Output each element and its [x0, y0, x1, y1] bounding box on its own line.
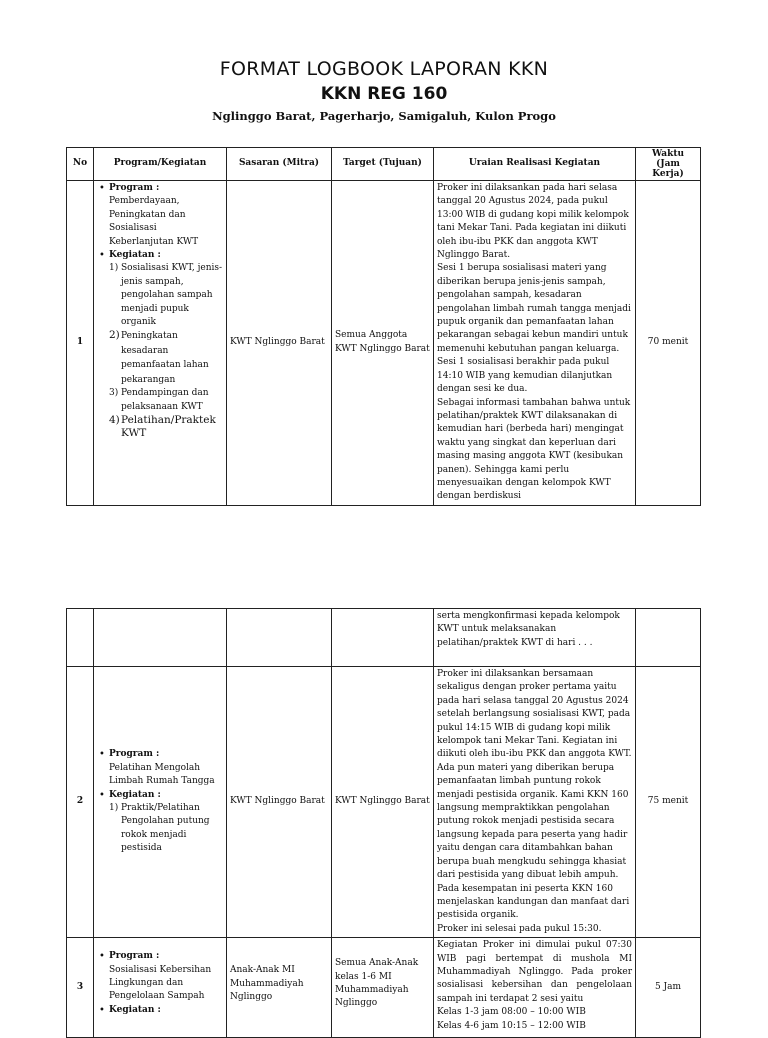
jam-kerja-label: (Jam Kerja)	[652, 159, 684, 179]
sasaran-cell: Anak-Anak MI Muhammadiyah Nglinggo	[227, 938, 332, 1038]
program-cell	[94, 667, 227, 938]
program-cell	[94, 181, 227, 506]
column-header-target: Target (Tujuan)	[332, 148, 434, 181]
program-text: Pemberdayaan, Peningkatan dan Sosialisasi Keberlanjutan KWT	[109, 196, 199, 247]
program-label: Program :	[109, 749, 160, 760]
activity-item: 4) Pelatihan/Praktek KWT	[109, 413, 216, 440]
sasaran-cell: KWT Nglinggo Barat	[227, 181, 332, 506]
column-header-program: Program/Kegiatan	[94, 148, 227, 181]
kegiatan-bullet	[97, 249, 223, 262]
uraian-cell	[434, 181, 636, 506]
column-header-sasaran: Sasaran (Mitra)	[227, 148, 332, 181]
column-header-waktu	[636, 148, 701, 181]
table-header-row	[67, 148, 701, 181]
document-subtitle: KKN REG 160	[320, 84, 448, 104]
uraian-paragraph: Kelas 4-6 jam 10:15 – 12:00 WIB	[437, 1020, 586, 1031]
program-text: Sosialisasi Kebersihan Lingkungan dan Pengelolaan Sampah	[109, 964, 212, 1002]
sasaran-cell: KWT Nglinggo Barat	[227, 667, 332, 938]
program-cell	[94, 938, 227, 1038]
target-cell: KWT Nglinggo Barat	[332, 667, 434, 938]
document-location: Nglinggo Barat, Pagerharjo, Samigaluh, Kulon Progo	[212, 109, 556, 123]
program-label: Program :	[109, 183, 160, 193]
activity-item: 3) Pendampingan dan pelaksanaan KWT	[109, 388, 209, 412]
logbook-table-page1	[66, 147, 701, 506]
program-label: Program :	[109, 951, 160, 962]
target-cell: Semua Anggota KWT Nglinggo Barat	[332, 181, 434, 506]
waktu-cell: 70 menit	[636, 181, 701, 506]
uraian-paragraph: Proker ini selesai pada pukul 15:30.	[437, 923, 602, 934]
uraian-paragraph: Proker ini dilaksankan bersamaan sekaligus dengan proker pertama yaitu pada hari selasa tanggal 20 Agustus 2024 setelah berlangsung sosialisasi KWT, pada pukul 14:15 WIB di gudang kopi milik kelompok tani Mekar Tani. Kegiatan ini diikuti oleh ibu-ibu PKK dan anggota KWT.	[437, 669, 632, 760]
program-bullet	[97, 182, 223, 195]
uraian-paragraph: Sesi 1 berupa sosialisasi materi yang diberikan berupa jenis-jenis sampah, pengolahan sampah, kesadaran pengolahan limbah rumah tangga menjadi pupuk organik dan pemanfaatan lahan pekarangan sebagai kebun mandiri untuk memenuhi kebutuhan pangan keluarga. Sesi 1 sosialisasi berakhir pada pukul 14:10 WIB yang kemudian dilanjutkan dengan sesi ke dua.	[437, 263, 631, 395]
logbook-table-page2	[66, 608, 701, 1038]
uraian-cell: serta mengkonfirmasi kepada kelompok KWT untuk melaksanakan pelatihan/praktek KWT di hari . . .	[434, 609, 636, 667]
target-cell: Semua Anak-Anak kelas 1-6 MI Muhammadiyah Nglinggo	[332, 938, 434, 1038]
row-number: 2	[67, 667, 94, 938]
activity-item: 1) Praktik/Pelatihan Pengolahan putung rokok menjadi pestisida	[109, 803, 210, 854]
kegiatan-label: Kegiatan :	[109, 250, 161, 261]
table-row	[67, 181, 701, 506]
kegiatan-bullet	[97, 789, 223, 802]
uraian-paragraph: Proker ini dilaksankan pada hari selasa tanggal 20 Agustus 2024, pada pukul 13:00 WIB di gudang kopi milik kelompok tani Mekar Tani. Pada kegiatan ini diikuti oleh ibu-ibu PKK dan anggota KWT Nglinggo Barat.	[437, 183, 629, 261]
waktu-label: Waktu	[651, 149, 685, 159]
activity-item: 2) Peningkatan kesadaran pemanfaatan lahan pekarangan	[109, 329, 209, 385]
program-text: Pelatihan Mengolah Limbah Rumah Tangga	[109, 762, 215, 787]
column-header-no: No	[67, 148, 94, 181]
program-bullet	[97, 950, 223, 963]
uraian-paragraph: Ada pun materi yang diberikan berupa pemanfaatan limbah puntung rokok menjadi pestisida organik. Kami KKN 160 langsung mempraktikkan pengolahan putung rokok menjadi pestisida secara langsung kepada para peserta yang hadir yaitu dengan cara ditambahkan bahan berupa buah mengkudu sehingga khasiat dari pestisida yang dibuat lebih ampuh. Pada kesempatan ini peserta KKN 160 menjelaskan kandungan dan manfaat dari pestisida organik.	[437, 762, 630, 921]
row-number: 1	[67, 181, 94, 506]
table-row	[67, 609, 701, 667]
program-bullet	[97, 748, 223, 761]
waktu-cell: 75 menit	[636, 667, 701, 938]
uraian-paragraph: Kegiatan Proker ini dimulai pukul 07:30 WIB pagi bertempat di mushola MI Muhammadiyah Nglinggo. Pada proker sosialisasi kebersihan dan pengelolaan sampah ini terdapat 2 sesi yaitu	[437, 940, 632, 1004]
document-title: FORMAT LOGBOOK LAPORAN KKN	[219, 58, 549, 80]
table-row	[67, 938, 701, 1038]
uraian-paragraph: Kelas 1-3 jam 08:00 – 10:00 WIB	[437, 1007, 586, 1018]
kegiatan-label: Kegiatan :	[109, 1004, 161, 1015]
kegiatan-label: Kegiatan :	[109, 789, 161, 800]
uraian-cell	[434, 667, 636, 938]
row-number: 3	[67, 938, 94, 1038]
uraian-paragraph: Sebagai informasi tambahan bahwa untuk pelatihan/praktek KWT dilaksanakan di kemudian hari (berbeda hari) mengingat waktu yang singkat dan keperluan dari masing masing anggota KWT (kesibukan panen). Sehingga kami perlu menyesuaikan dengan kelompok KWT dengan berdiskusi	[437, 397, 631, 502]
table-row	[67, 667, 701, 938]
uraian-cell	[434, 938, 636, 1038]
kegiatan-bullet	[97, 1004, 223, 1017]
column-header-uraian: Uraian Realisasi Kegiatan	[434, 148, 636, 181]
waktu-cell: 5 Jam	[636, 938, 701, 1038]
activity-item: 1) Sosialisasi KWT, jenis-jenis sampah, pengolahan sampah menjadi pupuk organik	[109, 263, 223, 328]
